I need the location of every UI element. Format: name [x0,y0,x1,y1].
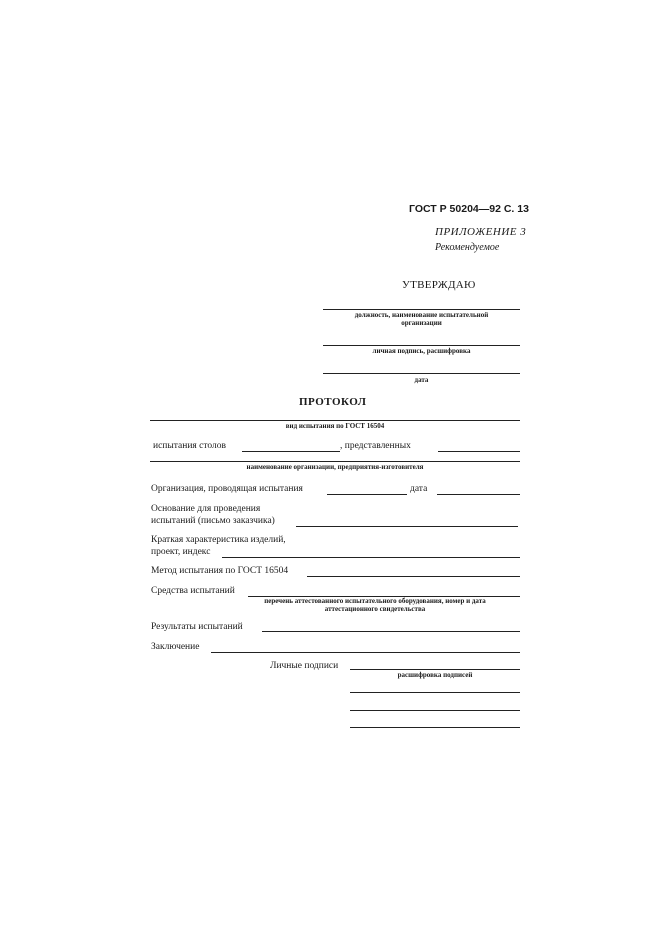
test-type-line[interactable] [150,420,520,421]
signature-line-3[interactable] [350,710,520,711]
conclusion-line[interactable] [211,652,520,653]
brief-label-1: Краткая характеристика изделий, [151,535,286,545]
results-line[interactable] [262,631,520,632]
presented-label: , представленных [340,441,411,451]
basis-label-2: испытаний (письмо заказчика) [151,516,275,526]
org-testing-line[interactable] [327,494,407,495]
conclusion-label: Заключение [151,642,200,652]
manufacturer-caption: наименование организации, предприятия-изготовителя [246,463,424,471]
results-label: Результаты испытаний [151,622,243,632]
position-line[interactable] [323,309,520,310]
appendix-title: ПРИЛОЖЕНИЕ 3 [435,226,527,238]
brief-line[interactable] [222,557,520,558]
recommended-label: Рекомендуемое [435,242,500,253]
date-line[interactable] [323,373,520,374]
signature-line-1[interactable] [350,669,520,670]
means-caption: перечень аттестованного испытательного оборудования, номер и дата аттестационного свидетельства [264,597,486,613]
position-caption: должность, наименование испытательной организации [354,311,489,327]
protocol-title: ПРОТОКОЛ [299,396,367,408]
org-testing-label: Организация, проводящая испытания [151,484,303,494]
signatures-caption: расшифровка подписей [397,671,473,679]
means-label: Средства испытаний [151,586,235,596]
tables-line[interactable] [242,451,340,452]
method-line[interactable] [307,576,520,577]
signature-line-4[interactable] [350,727,520,728]
basis-line[interactable] [296,526,518,527]
signature-line[interactable] [323,345,520,346]
basis-label-1: Основание для проведения [151,504,261,514]
tables-test-label: испытания столов [153,441,227,451]
personal-signatures-label: Личные подписи [270,661,339,671]
method-label: Метод испытания по ГОСТ 16504 [151,566,289,576]
date-caption: дата [414,376,429,384]
presented-line[interactable] [438,451,520,452]
gost-reference: ГОСТ Р 50204—92 С. 13 [409,203,529,215]
approval-title: УТВЕРЖДАЮ [402,279,476,291]
signature-caption: личная подпись, расшифровка [372,347,471,355]
brief-label-2: проект, индекс [151,547,211,557]
date-label: дата [410,484,428,494]
org-date-line[interactable] [437,494,520,495]
manufacturer-line[interactable] [150,461,520,462]
test-type-caption: вид испытания по ГОСТ 16504 [285,422,385,430]
signature-line-2[interactable] [350,692,520,693]
